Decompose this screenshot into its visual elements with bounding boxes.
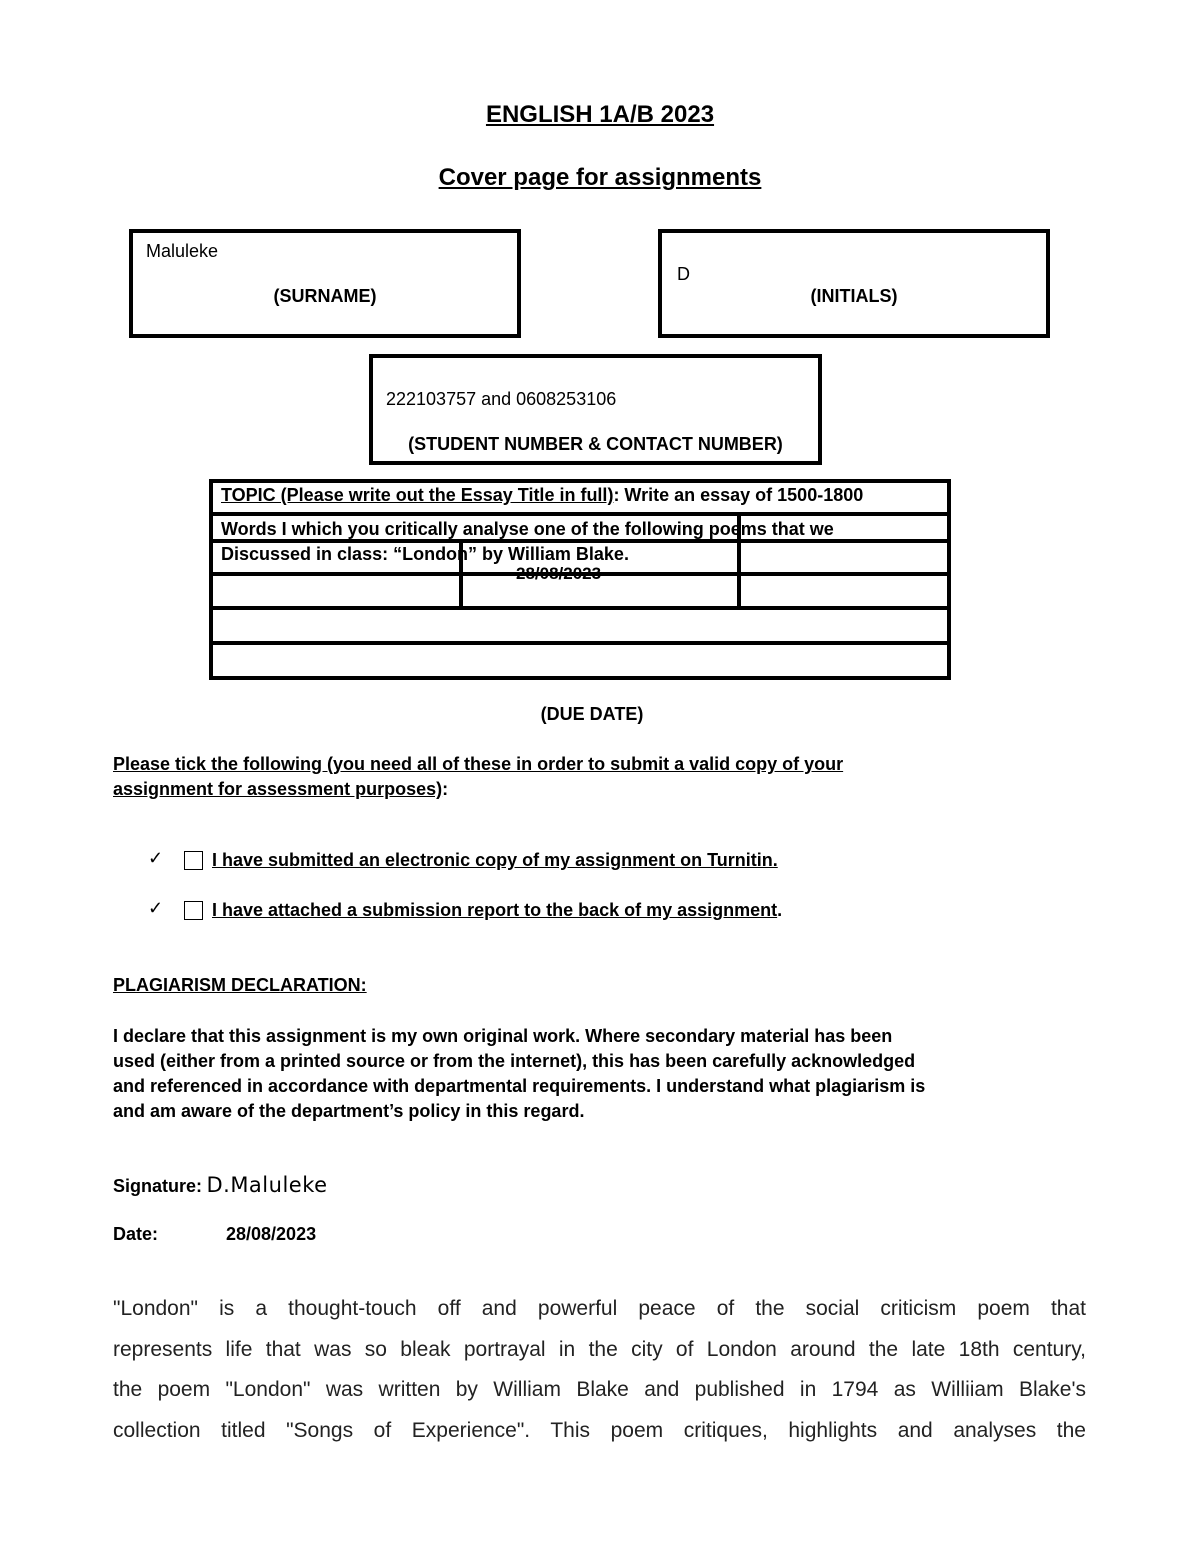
topic-line-3: Discussed in class: “London” by William Blake. xyxy=(221,544,629,564)
instruction-colon: : xyxy=(442,779,449,799)
page-subtitle: Cover page for assignments xyxy=(438,164,762,191)
student-number-value: 222103757 and 0608253106 xyxy=(386,389,617,409)
checkbox-submission-report[interactable] xyxy=(184,901,203,920)
declaration-line: used (either from a printed source or from the internet), this has been carefully acknowledged xyxy=(113,1051,916,1071)
table-rule xyxy=(209,641,951,645)
instruction-line-2: assignment for assessment purposes) xyxy=(113,779,443,799)
declaration-line: and am aware of the department’s policy in this regard. xyxy=(113,1101,585,1121)
initials-value: D xyxy=(677,264,690,284)
date-label: Date: xyxy=(113,1224,159,1244)
student-number-box[interactable] xyxy=(369,354,822,465)
checklist-item-report-suffix: . xyxy=(777,900,783,920)
checkbox-turnitin[interactable] xyxy=(184,851,203,870)
signature-label: Signature: xyxy=(113,1176,203,1196)
checklist-item-report xyxy=(212,900,782,921)
student-number-label: (STUDENT NUMBER & CONTACT NUMBER) xyxy=(408,434,783,454)
checklist-item-turnitin: I have submitted an electronic copy of my assignment on Turnitin. xyxy=(212,850,778,870)
signature-row xyxy=(113,1173,328,1197)
essay-line: represents life that was so bleak portrayal in the city of London around the late 18th century, xyxy=(113,1338,1086,1361)
due-date-label: (DUE DATE) xyxy=(540,704,644,724)
declaration-heading: PLAGIARISM DECLARATION: xyxy=(113,975,367,995)
declaration-body xyxy=(113,1024,925,1124)
essay-line: the poem "London" was written by William Blake and published in 1794 as Williiam Blake's xyxy=(113,1378,1086,1401)
tick-icon: ✓ xyxy=(148,898,164,918)
course-title: ENGLISH 1A/B 2023 xyxy=(485,101,715,128)
instruction-line-1: Please tick the following (you need all of these in order to submit a valid copy of your xyxy=(113,754,844,774)
date-row xyxy=(113,1224,317,1245)
essay-line: "London" is a thought-touch off and powerful peace of the social criticism poem that xyxy=(113,1297,1086,1320)
topic-line-2: Words I which you critically analyse one of the following poems that we xyxy=(221,519,834,539)
initials-box[interactable] xyxy=(658,229,1050,338)
due-date-value: 28/08/2023 xyxy=(516,564,602,583)
surname-box[interactable] xyxy=(129,229,521,338)
surname-label: (SURNAME) xyxy=(273,286,377,306)
topic-label: TOPIC (Please write out the Essay Title in full) xyxy=(221,485,614,505)
checklist-item-report-text: I have attached a submission report to the back of my assignment xyxy=(212,900,778,920)
signature-value: D.Maluleke xyxy=(206,1173,328,1197)
date-value: 28/08/2023 xyxy=(226,1224,317,1244)
tick-icon: ✓ xyxy=(148,848,164,868)
topic-line-1 xyxy=(221,485,863,506)
table-rule xyxy=(209,512,951,516)
essay-line: collection titled "Songs of Experience". This poem critiques, highlights and analyses the xyxy=(113,1419,1086,1442)
declaration-line: and referenced in accordance with departmental requirements. I understand what plagiarism is xyxy=(113,1076,926,1096)
checklist-instruction xyxy=(113,752,1013,802)
table-rule xyxy=(209,606,951,610)
topic-colon-text: : Write an essay of 1500-1800 xyxy=(613,485,864,505)
surname-value: Maluleke xyxy=(146,241,219,261)
declaration-line: I declare that this assignment is my own original work. Where secondary material has been xyxy=(113,1026,893,1046)
initials-label: (INITIALS) xyxy=(810,286,898,306)
